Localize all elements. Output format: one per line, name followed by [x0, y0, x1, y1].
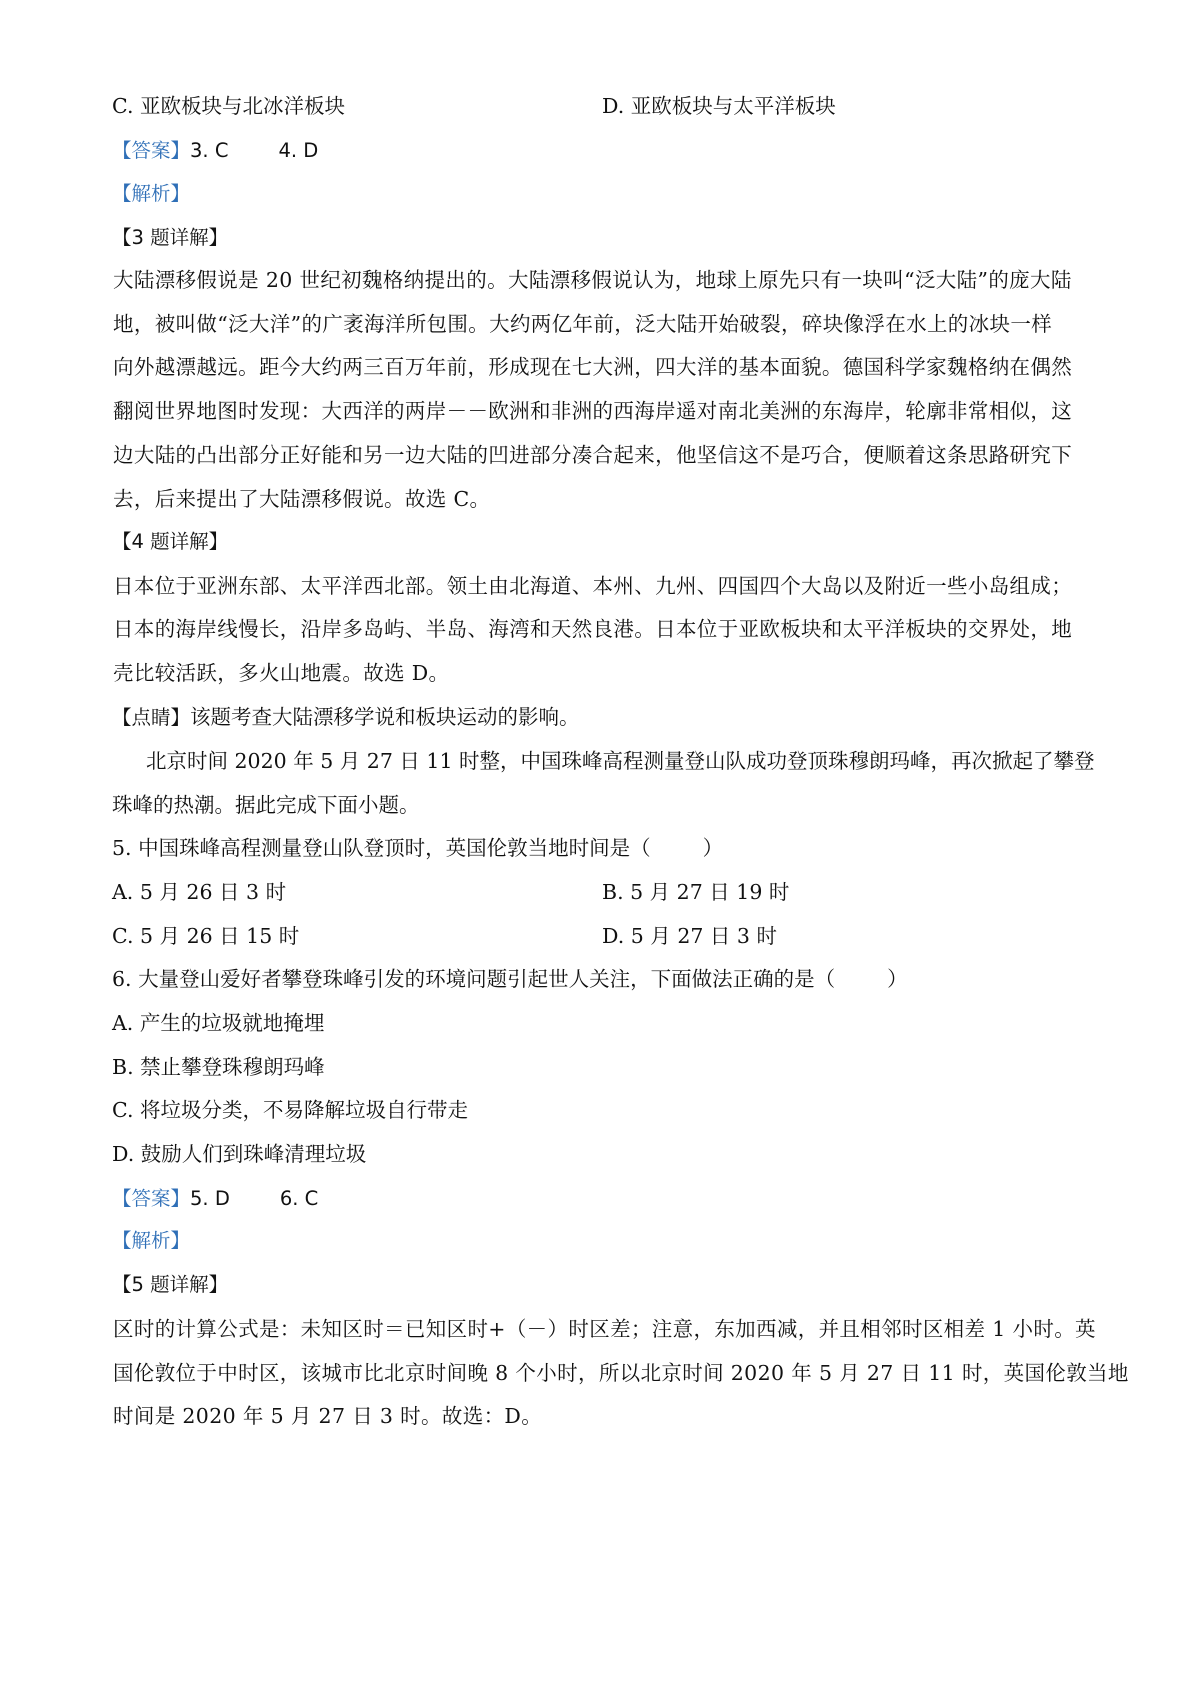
detail-3-line: 大陆漂移假说是 20 世纪初魏格纳提出的。大陆漂移假说认为，地球上原先只有一块叫“泛大陆”的庞大陆	[113, 268, 1072, 292]
detail-3-line: 地，被叫做“泛大洋”的广袤海洋所包围。大约两亿年前，泛大陆开始破裂，碎块像浮在水上的冰块一样	[113, 312, 1053, 336]
q4-option-c: C. 亚欧板块与北冰洋板块	[112, 94, 345, 118]
detail-5-heading: 【5 题详解】	[112, 1273, 229, 1296]
detail-5-line: 区时的计算公式是：未知区时＝已知区时+（－）时区差；注意，东加西减，并且相邻时区相差 1 小时。英	[113, 1317, 1096, 1341]
detail-3-line: 向外越漂越远。距今大约两三百万年前，形成现在七大洲，四大洋的基本面貌。德国科学家魏格纳在偶然	[113, 355, 1073, 379]
answer-tag: 【答案】	[112, 139, 191, 162]
question-6-close: ）	[887, 967, 908, 991]
detail-3-line: 翻阅世界地图时发现：大西洋的两岸－－欧洲和非洲的西海岸遥对南北美洲的东海岸，轮廓非常相似，这	[113, 399, 1073, 423]
answer-6: 6. C	[279, 1187, 319, 1210]
detail-4-line: 壳比较活跃，多火山地震。故选 D。	[113, 661, 450, 685]
q6-option-c: C. 将垃圾分类，不易降解垃圾自行带走	[112, 1098, 468, 1122]
answer-tag: 【答案】	[112, 1187, 191, 1210]
q6-option-a: A. 产生的垃圾就地掩埋	[112, 1011, 325, 1035]
q4-option-d: D. 亚欧板块与太平洋板块	[602, 94, 836, 118]
q6-option-b: B. 禁止攀登珠穆朗玛峰	[112, 1055, 325, 1079]
question-5-close: ）	[702, 836, 724, 860]
detail-4-heading: 【4 题详解】	[112, 530, 229, 553]
answer-3: 3. C	[190, 139, 229, 162]
q5-option-d: D. 5 月 27 日 3 时	[602, 924, 777, 948]
q5-option-c: C. 5 月 26 日 15 时	[112, 924, 300, 948]
question-6-stem	[112, 965, 908, 993]
q6-option-d: D. 鼓励人们到珠峰清理垃圾	[112, 1142, 367, 1166]
comment-line	[112, 703, 580, 732]
answer-line-1	[112, 136, 318, 165]
question-6-text: 6. 大量登山爱好者攀登珠峰引发的环境问题引起世人关注，下面做法正确的是（	[112, 967, 836, 991]
answer-4: 4. D	[278, 139, 319, 162]
intro-line: 珠峰的热潮。据此完成下面小题。	[112, 793, 420, 817]
detail-4-line: 日本位于亚洲东部、太平洋西北部。领土由北海道、本州、九州、四国四个大岛以及附近一些小岛组成；	[113, 574, 1073, 598]
detail-3-heading: 【3 题详解】	[112, 226, 229, 249]
q5-option-a: A. 5 月 26 日 3 时	[112, 880, 287, 904]
analysis-tag-1: 【解析】	[112, 182, 191, 205]
question-5-stem	[112, 834, 723, 862]
detail-5-line: 时间是 2020 年 5 月 27 日 3 时。故选：D。	[113, 1404, 543, 1428]
comment-text: 该题考查大陆漂移学说和板块运动的影响。	[190, 705, 580, 729]
detail-3-line: 边大陆的凸出部分正好能和另一边大陆的凹进部分凑合起来，他坚信这不是巧合，便顺着这条思路研究下	[113, 443, 1073, 467]
comment-tag: 【点睛】	[112, 706, 191, 729]
answer-5: 5. D	[190, 1187, 230, 1210]
detail-3-line: 去，后来提出了大陆漂移假说。故选 C。	[113, 487, 491, 511]
detail-4-line: 日本的海岸线慢长，沿岸多岛屿、半岛、海湾和天然良港。日本位于亚欧板块和太平洋板块的交界处，地	[113, 617, 1073, 641]
detail-5-line: 国伦敦位于中时区，该城市比北京时间晚 8 个小时，所以北京时间 2020 年 5 月 27 日 11 时，英国伦敦当地	[113, 1361, 1129, 1385]
q5-option-b: B. 5 月 27 日 19 时	[602, 880, 790, 904]
question-5-text: 5. 中国珠峰高程测量登山队登顶时，英国伦敦当地时间是（	[112, 836, 651, 860]
analysis-tag-2: 【解析】	[112, 1229, 191, 1252]
answer-line-2	[112, 1184, 318, 1213]
intro-line: 北京时间 2020 年 5 月 27 日 11 时整，中国珠峰高程测量登山队成功登顶珠穆朗玛峰，再次掀起了攀登	[146, 749, 1095, 773]
